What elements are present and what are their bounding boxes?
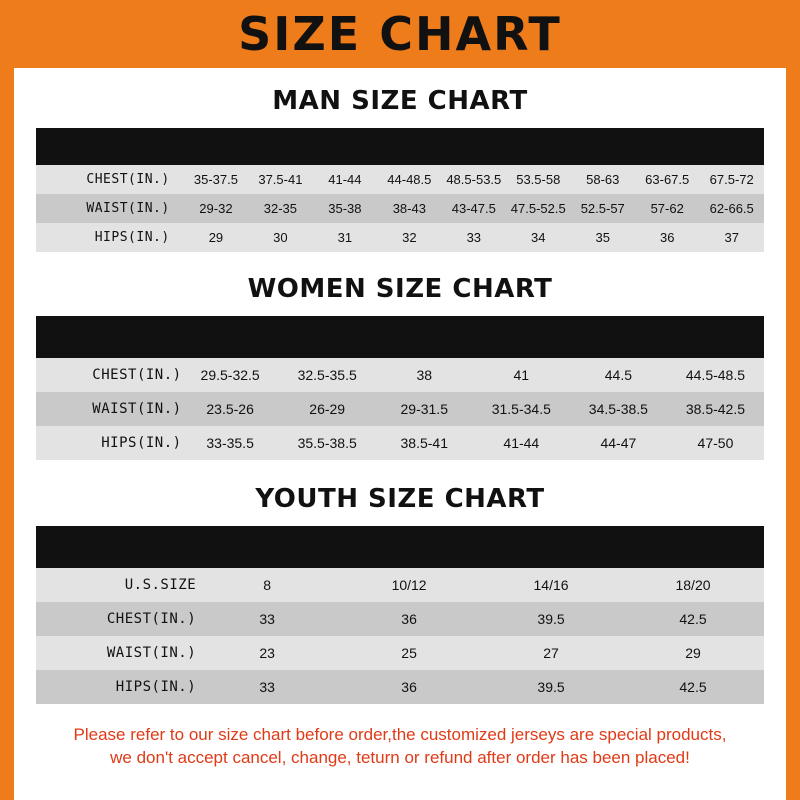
table-corner-label: MEN'S: [52, 137, 103, 156]
row-label: CHEST(IN.): [36, 602, 196, 636]
banner: [14, 0, 786, 68]
table-cell: 47.5-52.5: [506, 194, 570, 223]
table-header-row: [36, 128, 764, 165]
table-cell: 36: [338, 602, 480, 636]
table-row: [36, 426, 764, 460]
table-cell: 38.5-42.5: [667, 392, 764, 426]
table-cell: 23: [196, 636, 338, 670]
table-cell: 27: [480, 636, 622, 670]
table-cell: 37: [699, 223, 764, 252]
row-label: WAIST(IN.): [36, 194, 184, 223]
man-section-title: MAN SIZE CHART: [272, 86, 528, 116]
man-size-table: [36, 128, 764, 252]
table-cell: 31: [313, 223, 377, 252]
table-header-cell: L: [515, 327, 527, 347]
table-cell: 29-32: [184, 194, 248, 223]
table-header-row: [36, 526, 764, 568]
table-cell: 32.5-35.5: [279, 358, 376, 392]
table-header-row: [36, 316, 764, 358]
table-corner-label: YOUTH: [36, 537, 90, 557]
table-row: [36, 392, 764, 426]
table-cell: 29.5-32.5: [182, 358, 279, 392]
row-label: HIPS(IN.): [36, 426, 182, 460]
table-cell: 34.5-38.5: [570, 392, 667, 426]
table-cell: 43-47.5: [442, 194, 506, 223]
table-header-cell: 2XL: [458, 137, 489, 156]
table-cell: 36: [635, 223, 699, 252]
table-header-cell: 5XL: [652, 137, 683, 156]
table-cell: 35-37.5: [184, 165, 248, 194]
table-header-cell: 4XL: [587, 137, 618, 156]
table-cell: 8: [196, 568, 338, 602]
table-header-cell: S: [210, 137, 221, 156]
table-cell: 63-67.5: [635, 165, 699, 194]
table-cell: 34: [506, 223, 570, 252]
table-header-cell: M: [418, 327, 430, 347]
table-corner-label: WOMEN'S: [36, 327, 112, 347]
youth-section-title: YOUTH SIZE CHART: [255, 484, 545, 514]
table-cell: 48.5-53.5: [442, 165, 506, 194]
table-cell: 33: [196, 670, 338, 704]
table-cell: 26-29: [279, 392, 376, 426]
table-row: [36, 223, 764, 252]
table-cell: 44.5: [570, 358, 667, 392]
row-label: WAIST(IN.): [36, 392, 182, 426]
table-header-cell: YTH XL: [659, 537, 727, 557]
table-cell: 42.5: [622, 602, 764, 636]
table-cell: 44-47: [570, 426, 667, 460]
women-section-title: WOMEN SIZE CHART: [247, 274, 553, 304]
table-header-cell: S: [321, 327, 333, 347]
row-label: WAIST(IN.): [36, 636, 196, 670]
table-cell: 57-62: [635, 194, 699, 223]
table-cell: 38: [376, 358, 473, 392]
row-label: CHEST(IN.): [36, 165, 184, 194]
table-header-cell: XS: [218, 327, 242, 347]
table-cell: 39.5: [480, 670, 622, 704]
table-cell: 42.5: [622, 670, 764, 704]
table-header-cell: YTH L: [522, 537, 580, 557]
table-header-cell: 6XL: [716, 137, 747, 156]
table-row: [36, 602, 764, 636]
youth-size-table: [36, 526, 764, 704]
table-header-cell: YTH S: [239, 537, 296, 557]
table-row: [36, 358, 764, 392]
table-cell: 35-38: [313, 194, 377, 223]
women-size-table: [36, 316, 764, 460]
table-cell: 14/16: [480, 568, 622, 602]
banner-title: SIZE CHART: [238, 7, 562, 61]
order-note-line-2: we don't accept cancel, change, teturn or refund after order has been placed!: [110, 747, 690, 767]
row-label: HIPS(IN.): [36, 670, 196, 704]
table-cell: 58-63: [571, 165, 635, 194]
table-cell: 31.5-34.5: [473, 392, 570, 426]
table-cell: 29-31.5: [376, 392, 473, 426]
table-cell: 18/20: [622, 568, 764, 602]
table-row: [36, 165, 764, 194]
table-cell: 35: [571, 223, 635, 252]
order-note-line-1: Please refer to our size chart before order,the customized jerseys are special products,: [73, 725, 727, 744]
table-cell: 62-66.5: [699, 194, 764, 223]
table-header-cell: XL: [399, 137, 420, 156]
table-header-cell: 3XL: [523, 137, 554, 156]
table-cell: 33: [442, 223, 506, 252]
table-cell: 44.5-48.5: [667, 358, 764, 392]
table-cell: 33-35.5: [182, 426, 279, 460]
table-cell: 23.5-26: [182, 392, 279, 426]
table-header-cell: XL: [607, 327, 630, 347]
table-cell: 36: [338, 670, 480, 704]
table-row: [36, 636, 764, 670]
table-cell: 35.5-38.5: [279, 426, 376, 460]
table-cell: 38.5-41: [376, 426, 473, 460]
row-label: U.S.SIZE: [36, 568, 196, 602]
table-header-cell: XXL: [698, 327, 733, 347]
table-cell: 33: [196, 602, 338, 636]
table-header-cell: L: [339, 137, 350, 156]
row-label: HIPS(IN.): [36, 223, 184, 252]
table-cell: 41-44: [473, 426, 570, 460]
table-cell: 37.5-41: [248, 165, 312, 194]
table-cell: 32-35: [248, 194, 312, 223]
table-row: [36, 194, 764, 223]
table-row: [36, 568, 764, 602]
table-header-cell: M: [275, 137, 286, 156]
table-cell: 41-44: [313, 165, 377, 194]
table-cell: 29: [622, 636, 764, 670]
table-cell: 10/12: [338, 568, 480, 602]
table-cell: 32: [377, 223, 441, 252]
table-cell: 38-43: [377, 194, 441, 223]
table-cell: 30: [248, 223, 312, 252]
table-header-cell: YTH M: [380, 537, 438, 557]
table-cell: 41: [473, 358, 570, 392]
content: [14, 86, 786, 770]
table-row: [36, 670, 764, 704]
table-cell: 52.5-57: [571, 194, 635, 223]
table-cell: 47-50: [667, 426, 764, 460]
table-cell: 29: [184, 223, 248, 252]
table-cell: 67.5-72: [699, 165, 764, 194]
table-cell: 44-48.5: [377, 165, 441, 194]
row-label: CHEST(IN.): [36, 358, 182, 392]
table-cell: 53.5-58: [506, 165, 570, 194]
table-cell: 39.5: [480, 602, 622, 636]
order-note: [36, 724, 764, 770]
table-cell: 25: [338, 636, 480, 670]
